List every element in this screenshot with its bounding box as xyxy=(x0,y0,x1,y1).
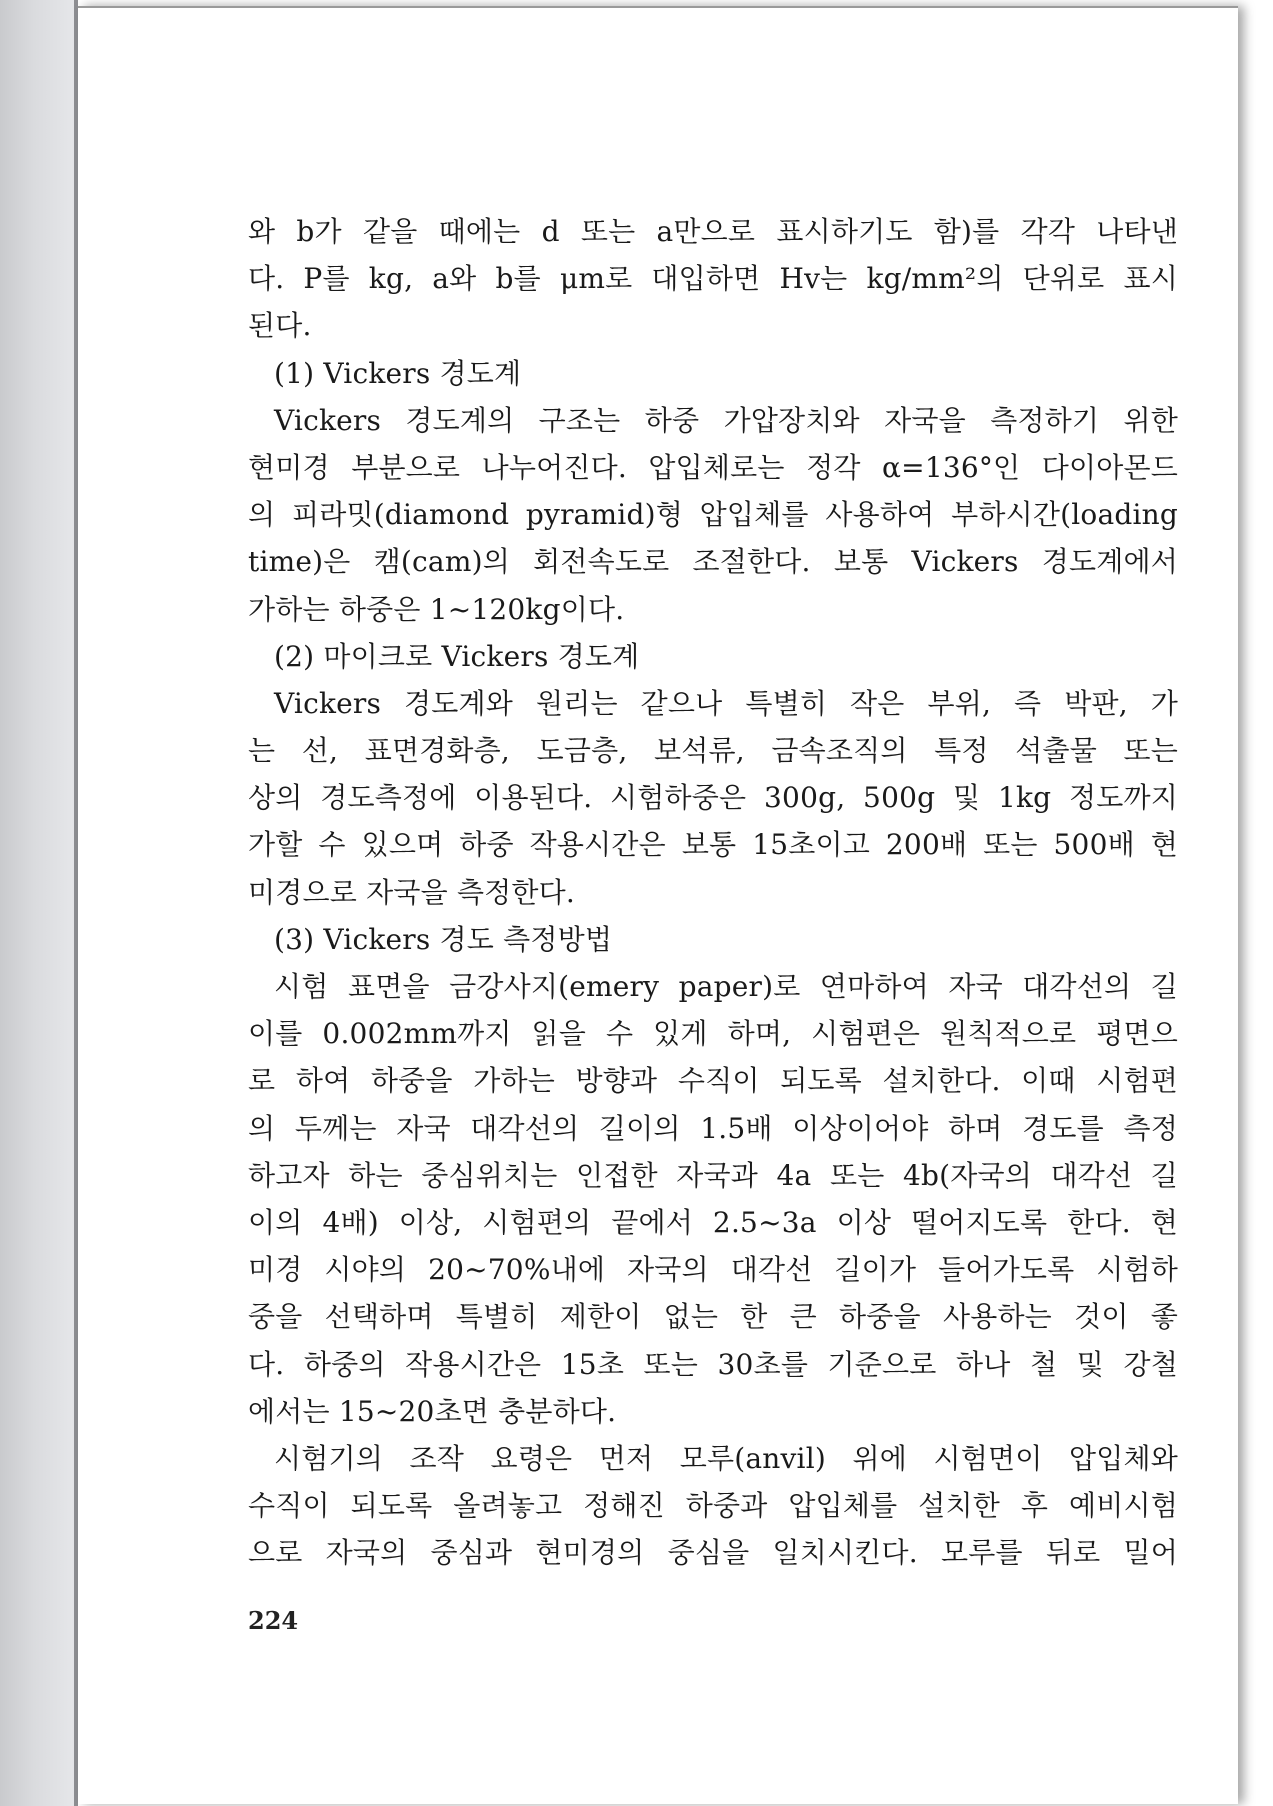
text-line: 의 두께는 자국 대각선의 길이의 1.5배 이상이어야 하며 경도를 측정 xyxy=(248,1111,1178,1145)
page-number: 224 xyxy=(248,1606,299,1635)
text-line: 가하는 하중은 1~120kg이다. xyxy=(248,592,625,626)
section-heading: (1) Vickers 경도계 xyxy=(274,356,522,390)
text-line: time)은 캠(cam)의 회전속도로 조절한다. 보통 Vickers 경도계에서 xyxy=(248,545,1178,579)
text-line: 는 선, 표면경화층, 도금층, 보석류, 금속조직의 특정 석출물 또는 xyxy=(248,734,1178,768)
text-line: Vickers 경도계의 구조는 하중 가압장치와 자국을 측정하기 위한 xyxy=(274,403,1178,437)
text-line: 시험기의 조작 요령은 먼저 모루(anvil) 위에 시험면이 압입체와 xyxy=(274,1441,1178,1475)
text-line: 로 하여 하중을 가하는 방향과 수직이 되도록 설치한다. 이때 시험편 xyxy=(248,1064,1178,1098)
text-line: 된다. xyxy=(248,309,312,343)
text-line: Vickers 경도계와 원리는 같으나 특별히 작은 부위, 즉 박판, 가 xyxy=(274,686,1178,720)
text-line: 하고자 하는 중심위치는 인접한 자국과 4a 또는 4b(자국의 대각선 길 xyxy=(248,1158,1178,1192)
text-line: 시험 표면을 금강사지(emery paper)로 연마하여 자국 대각선의 길 xyxy=(274,970,1178,1003)
text-line: 수직이 되도록 올려놓고 정해진 하중과 압입체를 설치한 후 예비시험 xyxy=(248,1489,1178,1523)
text-line: 와 b가 같을 때에는 d 또는 a만으로 표시하기도 함)를 각각 나타낸 xyxy=(248,215,1178,248)
text-line: 다. P를 kg, a와 b를 μm로 대입하면 Hv는 kg/mm²의 단위로 표시 xyxy=(248,262,1178,296)
book-spine xyxy=(0,0,76,1806)
page-text xyxy=(248,208,1178,1576)
text-line: 가할 수 있으며 하중 작용시간은 보통 15초이고 200배 또는 500배 현 xyxy=(248,828,1178,862)
text-line: 상의 경도측정에 이용된다. 시험하중은 300g, 500g 및 1kg 정도까지 xyxy=(248,781,1178,815)
text-line: 이의 4배) 이상, 시험편의 끝에서 2.5~3a 이상 떨어지도록 한다. 현 xyxy=(248,1205,1178,1239)
text-line: 미경 시야의 20~70%내에 자국의 대각선 길이가 들어가도록 시험하 xyxy=(248,1253,1178,1287)
text-line: 중을 선택하며 특별히 제한이 없는 한 큰 하중을 사용하는 것이 좋 xyxy=(248,1300,1178,1334)
text-line: 에서는 15~20초면 충분하다. xyxy=(248,1394,617,1428)
section-heading: (3) Vickers 경도 측정방법 xyxy=(274,922,613,956)
text-line: 이를 0.002mm까지 읽을 수 있게 하며, 시험편은 원칙적으로 평면으 xyxy=(248,1017,1178,1051)
text-line: 의 피라밋(diamond pyramid)형 압입체를 사용하여 부하시간(loading xyxy=(248,498,1178,532)
text-line: 미경으로 자국을 측정한다. xyxy=(248,875,576,909)
text-line: 으로 자국의 중심과 현미경의 중심을 일치시킨다. 모루를 뒤로 밀어 xyxy=(248,1536,1178,1570)
book-page xyxy=(78,6,1238,1804)
text-line: 현미경 부분으로 나누어진다. 압입체로는 정각 α=136°인 다이아몬드 xyxy=(248,450,1178,484)
text-line: 다. 하중의 작용시간은 15초 또는 30초를 기준으로 하나 철 및 강철 xyxy=(248,1347,1178,1381)
section-heading: (2) 마이크로 Vickers 경도계 xyxy=(274,639,640,673)
